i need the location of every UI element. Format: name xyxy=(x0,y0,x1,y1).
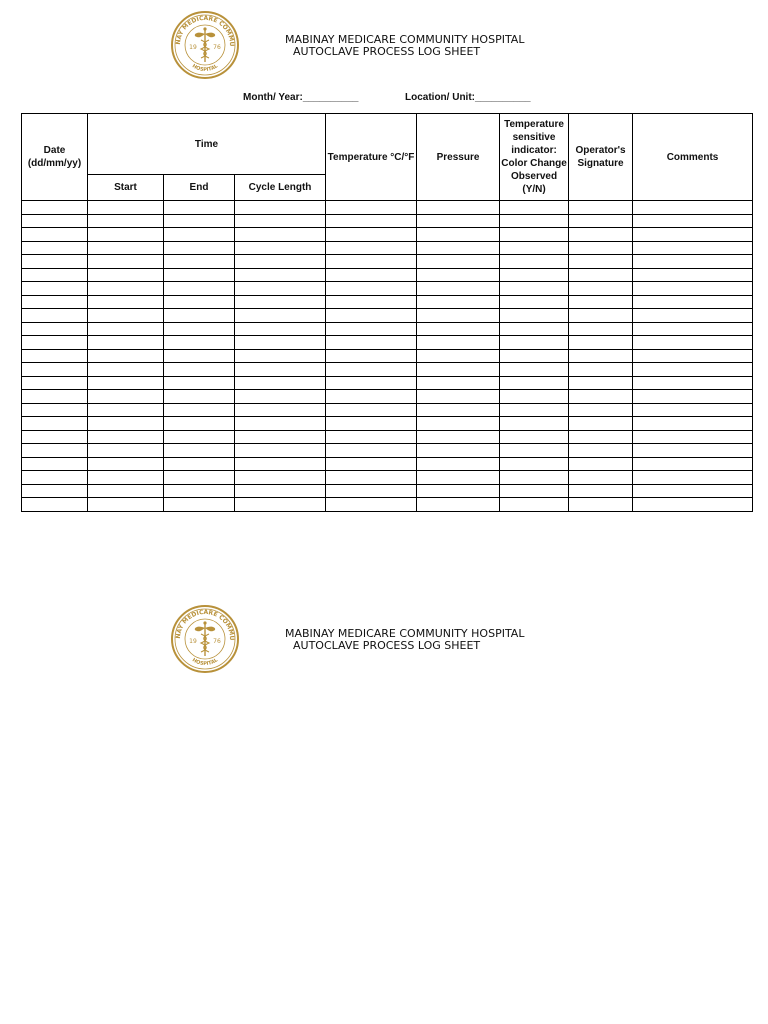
table-cell[interactable] xyxy=(500,241,569,255)
table-cell[interactable] xyxy=(633,498,753,512)
table-cell[interactable] xyxy=(326,390,417,404)
form-header-page-2 xyxy=(0,602,768,682)
table-cell[interactable] xyxy=(235,295,326,309)
table-cell[interactable] xyxy=(417,471,500,485)
table-cell[interactable] xyxy=(164,390,235,404)
table-cell[interactable] xyxy=(633,241,753,255)
table-cell[interactable] xyxy=(633,430,753,444)
table-cell[interactable] xyxy=(164,309,235,323)
col-temperature: Temperature °C/°F xyxy=(326,114,417,201)
table-cell[interactable] xyxy=(500,417,569,431)
table-cell[interactable] xyxy=(326,403,417,417)
table-cell[interactable] xyxy=(22,282,88,296)
table-cell[interactable] xyxy=(235,498,326,512)
table-cell[interactable] xyxy=(633,255,753,269)
table-cell[interactable] xyxy=(500,390,569,404)
table-row xyxy=(22,241,753,255)
form-header xyxy=(0,8,768,88)
table-cell[interactable] xyxy=(88,228,164,242)
table-cell[interactable] xyxy=(417,430,500,444)
table-cell[interactable] xyxy=(235,255,326,269)
table-cell[interactable] xyxy=(164,363,235,377)
table-cell[interactable] xyxy=(88,241,164,255)
table-cell[interactable] xyxy=(417,201,500,215)
table-cell[interactable] xyxy=(633,228,753,242)
table-cell[interactable] xyxy=(235,444,326,458)
svg-text:HOSPITAL: HOSPITAL xyxy=(190,657,220,668)
table-cell[interactable] xyxy=(417,241,500,255)
table-cell[interactable] xyxy=(235,403,326,417)
table-cell[interactable] xyxy=(569,309,633,323)
table-cell[interactable] xyxy=(417,349,500,363)
table-cell[interactable] xyxy=(500,268,569,282)
table-cell[interactable] xyxy=(500,349,569,363)
table-cell[interactable] xyxy=(88,444,164,458)
table-cell[interactable] xyxy=(22,201,88,215)
table-cell[interactable] xyxy=(633,336,753,350)
table-cell[interactable] xyxy=(22,444,88,458)
table-cell[interactable] xyxy=(417,484,500,498)
table-row xyxy=(22,322,753,336)
table-row xyxy=(22,471,753,485)
hospital-name: MABINAY MEDICARE COMMUNITY HOSPITAL xyxy=(285,627,525,640)
table-cell[interactable] xyxy=(326,241,417,255)
table-cell[interactable] xyxy=(88,282,164,296)
table-cell[interactable] xyxy=(235,228,326,242)
table-cell[interactable] xyxy=(569,214,633,228)
table-cell[interactable] xyxy=(326,498,417,512)
table-cell[interactable] xyxy=(164,336,235,350)
table-cell[interactable] xyxy=(164,255,235,269)
table-cell[interactable] xyxy=(235,214,326,228)
table-cell[interactable] xyxy=(164,471,235,485)
table-row xyxy=(22,390,753,404)
table-cell[interactable] xyxy=(633,295,753,309)
svg-text:19: 19 xyxy=(189,44,197,51)
table-row xyxy=(22,214,753,228)
table-cell[interactable] xyxy=(22,430,88,444)
table-cell[interactable] xyxy=(164,403,235,417)
table-cell[interactable] xyxy=(88,417,164,431)
table-cell[interactable] xyxy=(88,457,164,471)
table-cell[interactable] xyxy=(164,214,235,228)
table-row xyxy=(22,349,753,363)
table-cell[interactable] xyxy=(22,268,88,282)
table-cell[interactable] xyxy=(417,282,500,296)
table-cell[interactable] xyxy=(417,295,500,309)
table-cell[interactable] xyxy=(164,430,235,444)
table-row xyxy=(22,363,753,377)
hospital-seal-logo xyxy=(170,10,240,80)
table-cell[interactable] xyxy=(500,363,569,377)
table-cell[interactable] xyxy=(88,214,164,228)
table-cell[interactable] xyxy=(417,457,500,471)
table-row xyxy=(22,228,753,242)
table-row xyxy=(22,295,753,309)
table-cell[interactable] xyxy=(569,471,633,485)
table-cell[interactable] xyxy=(235,484,326,498)
table-cell[interactable] xyxy=(417,444,500,458)
table-cell[interactable] xyxy=(235,336,326,350)
table-cell[interactable] xyxy=(326,349,417,363)
col-time: Time xyxy=(88,114,326,175)
table-cell[interactable] xyxy=(569,255,633,269)
table-cell[interactable] xyxy=(633,471,753,485)
col-pressure: Pressure xyxy=(417,114,500,201)
table-cell[interactable] xyxy=(417,390,500,404)
table-cell[interactable] xyxy=(326,376,417,390)
table-cell[interactable] xyxy=(22,363,88,377)
table-cell[interactable] xyxy=(22,295,88,309)
table-row xyxy=(22,309,753,323)
table-cell[interactable] xyxy=(235,309,326,323)
table-cell[interactable] xyxy=(88,403,164,417)
table-row xyxy=(22,201,753,215)
table-cell[interactable] xyxy=(633,484,753,498)
table-cell[interactable] xyxy=(633,214,753,228)
table-cell[interactable] xyxy=(417,322,500,336)
table-cell[interactable] xyxy=(569,403,633,417)
table-cell[interactable] xyxy=(417,268,500,282)
table-cell[interactable] xyxy=(22,417,88,431)
table-cell[interactable] xyxy=(164,295,235,309)
table-cell[interactable] xyxy=(569,268,633,282)
table-cell[interactable] xyxy=(235,376,326,390)
title-block xyxy=(285,34,524,58)
table-cell[interactable] xyxy=(326,214,417,228)
table-cell[interactable] xyxy=(500,336,569,350)
table-cell[interactable] xyxy=(500,471,569,485)
table-cell[interactable] xyxy=(164,417,235,431)
table-cell[interactable] xyxy=(22,498,88,512)
table-cell[interactable] xyxy=(569,376,633,390)
svg-text:MABINAY MEDICARE COMMUNITY: NAY MEDICARE COMMU xyxy=(174,608,236,641)
title-block xyxy=(285,628,524,652)
svg-text:19: 19 xyxy=(189,638,197,645)
table-cell[interactable] xyxy=(235,430,326,444)
table-cell[interactable] xyxy=(88,295,164,309)
table-cell[interactable] xyxy=(22,457,88,471)
table-cell[interactable] xyxy=(326,309,417,323)
table-cell[interactable] xyxy=(500,430,569,444)
table-cell[interactable] xyxy=(22,349,88,363)
col-end: End xyxy=(164,175,235,201)
col-start: Start xyxy=(88,175,164,201)
table-cell[interactable] xyxy=(417,228,500,242)
table-cell[interactable] xyxy=(633,322,753,336)
col-comments: Comments xyxy=(633,114,753,201)
table-cell[interactable] xyxy=(88,390,164,404)
col-signature: Operator's Signature xyxy=(569,114,633,201)
table-row xyxy=(22,484,753,498)
table-cell[interactable] xyxy=(88,255,164,269)
table-cell[interactable] xyxy=(633,282,753,296)
table-cell[interactable] xyxy=(164,241,235,255)
table-cell[interactable] xyxy=(88,376,164,390)
table-cell[interactable] xyxy=(569,444,633,458)
table-cell[interactable] xyxy=(633,201,753,215)
table-cell[interactable] xyxy=(235,390,326,404)
table-cell[interactable] xyxy=(235,349,326,363)
table-cell[interactable] xyxy=(235,471,326,485)
table-cell[interactable] xyxy=(22,376,88,390)
table-cell[interactable] xyxy=(88,201,164,215)
svg-text:HOSPITAL: HOSPITAL xyxy=(190,63,220,74)
table-row xyxy=(22,498,753,512)
table-row xyxy=(22,403,753,417)
svg-text:76: 76 xyxy=(213,638,221,645)
table-cell[interactable] xyxy=(633,268,753,282)
table-cell[interactable] xyxy=(164,484,235,498)
table-cell[interactable] xyxy=(88,430,164,444)
table-cell[interactable] xyxy=(164,444,235,458)
table-cell[interactable] xyxy=(235,417,326,431)
table-cell[interactable] xyxy=(500,201,569,215)
table-cell[interactable] xyxy=(22,403,88,417)
table-cell[interactable] xyxy=(633,457,753,471)
table-cell[interactable] xyxy=(326,228,417,242)
table-cell[interactable] xyxy=(417,309,500,323)
table-cell[interactable] xyxy=(417,498,500,512)
table-cell[interactable] xyxy=(164,498,235,512)
table-row xyxy=(22,376,753,390)
table-cell[interactable] xyxy=(164,457,235,471)
table-cell[interactable] xyxy=(326,417,417,431)
table-cell[interactable] xyxy=(500,282,569,296)
table-cell[interactable] xyxy=(88,349,164,363)
table-cell[interactable] xyxy=(500,444,569,458)
table-cell[interactable] xyxy=(569,363,633,377)
table-cell[interactable] xyxy=(500,403,569,417)
table-cell[interactable] xyxy=(633,444,753,458)
table-cell[interactable] xyxy=(164,376,235,390)
table-cell[interactable] xyxy=(500,376,569,390)
table-cell[interactable] xyxy=(500,255,569,269)
table-cell[interactable] xyxy=(22,484,88,498)
table-row xyxy=(22,282,753,296)
table-row xyxy=(22,444,753,458)
table-cell[interactable] xyxy=(417,376,500,390)
table-cell[interactable] xyxy=(326,255,417,269)
month-year-field[interactable]: Month/ Year:__________ xyxy=(243,92,359,103)
table-cell[interactable] xyxy=(326,268,417,282)
table-cell[interactable] xyxy=(164,228,235,242)
table-cell[interactable] xyxy=(569,241,633,255)
table-cell[interactable] xyxy=(88,363,164,377)
table-cell[interactable] xyxy=(569,282,633,296)
table-cell[interactable] xyxy=(22,255,88,269)
table-cell[interactable] xyxy=(633,349,753,363)
table-cell[interactable] xyxy=(326,322,417,336)
table-cell[interactable] xyxy=(569,498,633,512)
table-cell[interactable] xyxy=(569,484,633,498)
table-cell[interactable] xyxy=(500,484,569,498)
svg-text:76: 76 xyxy=(213,44,221,51)
table-row xyxy=(22,430,753,444)
table-cell[interactable] xyxy=(164,201,235,215)
table-row xyxy=(22,417,753,431)
table-cell[interactable] xyxy=(22,309,88,323)
table-cell[interactable] xyxy=(22,471,88,485)
sheet-title: AUTOCLAVE PROCESS LOG SHEET xyxy=(293,45,481,58)
hospital-name: MABINAY MEDICARE COMMUNITY HOSPITAL xyxy=(285,33,525,46)
table-cell[interactable] xyxy=(22,228,88,242)
table-cell[interactable] xyxy=(235,282,326,296)
table-cell[interactable] xyxy=(88,498,164,512)
table-row xyxy=(22,336,753,350)
table-cell[interactable] xyxy=(235,457,326,471)
table-cell[interactable] xyxy=(569,390,633,404)
table-cell[interactable] xyxy=(569,295,633,309)
table-row xyxy=(22,457,753,471)
table-cell[interactable] xyxy=(633,403,753,417)
table-cell[interactable] xyxy=(569,417,633,431)
table-cell[interactable] xyxy=(88,309,164,323)
table-cell[interactable] xyxy=(326,363,417,377)
table-cell[interactable] xyxy=(235,322,326,336)
table-cell[interactable] xyxy=(235,268,326,282)
table-cell[interactable] xyxy=(326,282,417,296)
table-cell[interactable] xyxy=(164,322,235,336)
table-cell[interactable] xyxy=(88,322,164,336)
table-cell[interactable] xyxy=(500,322,569,336)
table-cell[interactable] xyxy=(22,322,88,336)
table-cell[interactable] xyxy=(569,201,633,215)
table-cell[interactable] xyxy=(417,214,500,228)
hospital-seal-logo xyxy=(170,604,240,674)
table-cell[interactable] xyxy=(500,498,569,512)
table-cell[interactable] xyxy=(569,457,633,471)
table-cell[interactable] xyxy=(22,214,88,228)
table-cell[interactable] xyxy=(417,255,500,269)
table-cell[interactable] xyxy=(633,390,753,404)
table-row xyxy=(22,268,753,282)
autoclave-log-table xyxy=(21,113,753,512)
table-cell[interactable] xyxy=(500,457,569,471)
table-cell[interactable] xyxy=(633,417,753,431)
table-cell[interactable] xyxy=(326,430,417,444)
log-body xyxy=(22,201,753,512)
table-cell[interactable] xyxy=(569,430,633,444)
col-date: Date (dd/mm/yy) xyxy=(22,114,88,201)
table-cell[interactable] xyxy=(633,363,753,377)
table-cell[interactable] xyxy=(164,282,235,296)
table-cell[interactable] xyxy=(500,295,569,309)
table-cell[interactable] xyxy=(633,376,753,390)
table-cell[interactable] xyxy=(569,228,633,242)
col-indicator: Temperature sensitive indicator: Color Change Observed (Y/N) xyxy=(500,114,569,201)
table-cell[interactable] xyxy=(88,268,164,282)
table-cell[interactable] xyxy=(500,228,569,242)
table-cell[interactable] xyxy=(326,484,417,498)
table-cell[interactable] xyxy=(88,484,164,498)
table-cell[interactable] xyxy=(22,241,88,255)
table-cell[interactable] xyxy=(326,471,417,485)
table-cell[interactable] xyxy=(235,363,326,377)
table-cell[interactable] xyxy=(326,201,417,215)
table-cell[interactable] xyxy=(88,336,164,350)
table-cell[interactable] xyxy=(500,309,569,323)
table-cell[interactable] xyxy=(633,309,753,323)
table-cell[interactable] xyxy=(569,322,633,336)
sheet-title: AUTOCLAVE PROCESS LOG SHEET xyxy=(293,639,481,652)
table-cell[interactable] xyxy=(326,444,417,458)
table-cell[interactable] xyxy=(417,417,500,431)
table-cell[interactable] xyxy=(500,214,569,228)
svg-text:MABINAY MEDICARE COMMUNITY: NAY MEDICARE COMMU xyxy=(174,14,236,47)
table-cell[interactable] xyxy=(235,241,326,255)
table-cell[interactable] xyxy=(417,403,500,417)
table-cell[interactable] xyxy=(326,295,417,309)
col-cycle-length: Cycle Length xyxy=(235,175,326,201)
table-cell[interactable] xyxy=(326,336,417,350)
table-cell[interactable] xyxy=(22,336,88,350)
table-cell[interactable] xyxy=(22,390,88,404)
table-cell[interactable] xyxy=(417,363,500,377)
location-unit-field[interactable]: Location/ Unit:__________ xyxy=(405,92,531,103)
table-cell[interactable] xyxy=(326,457,417,471)
table-cell[interactable] xyxy=(569,336,633,350)
table-cell[interactable] xyxy=(417,336,500,350)
table-cell[interactable] xyxy=(569,349,633,363)
table-cell[interactable] xyxy=(235,201,326,215)
table-row xyxy=(22,255,753,269)
table-cell[interactable] xyxy=(164,268,235,282)
table-cell[interactable] xyxy=(164,349,235,363)
table-cell[interactable] xyxy=(88,471,164,485)
